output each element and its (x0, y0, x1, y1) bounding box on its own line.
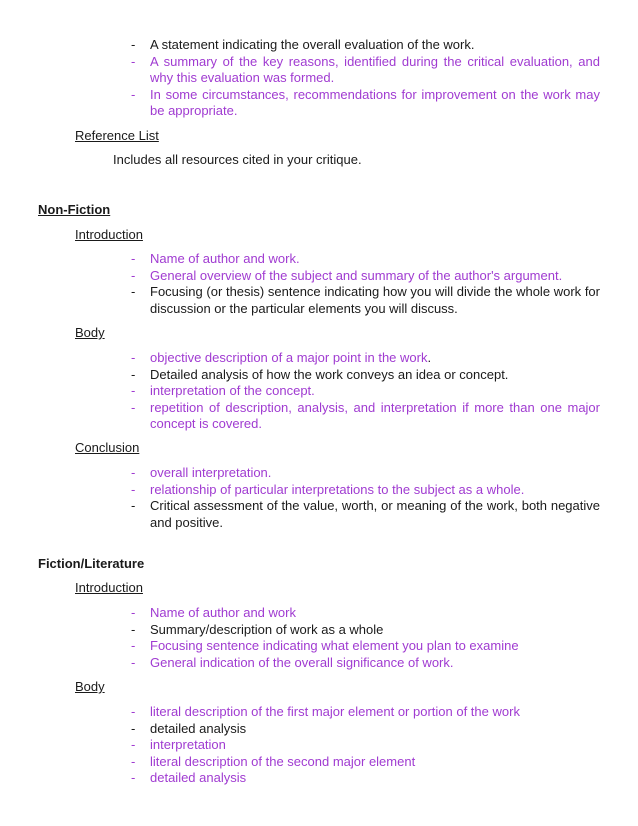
nonfiction-introduction-list (0, 251, 600, 317)
list-item-text: objective description of a major point in the work (150, 350, 428, 365)
bullet-dash: - (131, 605, 136, 620)
bullet-dash: - (131, 770, 136, 785)
list-item-text: Focusing sentence indicating what element you plan to examine (150, 638, 519, 653)
nonfiction-conclusion-list (0, 465, 600, 531)
list-item-text: General overview of the subject and summary of the author's argument. (150, 267, 563, 283)
list-item (0, 367, 600, 384)
bullet-dash: - (131, 720, 136, 736)
list-item-text: Summary/description of work as a whole (150, 621, 384, 637)
bullet-dash: - (131, 383, 136, 398)
list-item-text: interpretation of the concept. (150, 383, 315, 398)
list-item (0, 37, 600, 54)
list-item (0, 54, 600, 87)
list-item (0, 251, 600, 268)
list-item (0, 655, 600, 672)
list-item (0, 498, 600, 531)
top-bullet-list (0, 37, 600, 120)
fiction-body-list (0, 704, 600, 787)
bullet-dash: - (131, 284, 136, 299)
list-item (0, 770, 600, 787)
list-item-text: repetition of description, analysis, and interpretation if more than one major concept is covered. (150, 399, 600, 431)
bullet-dash: - (131, 481, 136, 497)
list-item (0, 87, 600, 120)
bullet-dash: - (131, 498, 136, 513)
bullet-dash: - (131, 654, 136, 670)
nonfiction-body-heading: Body (75, 325, 105, 340)
list-item (0, 400, 600, 433)
list-item-text: detailed analysis (150, 770, 247, 785)
list-item-text: A statement indicating the overall evaluation of the work. (150, 37, 475, 52)
list-item (0, 704, 600, 721)
bullet-dash: - (131, 704, 136, 719)
list-item (0, 284, 600, 317)
list-item-text: Focusing (or thesis) sentence indicating how you will divide the whole work for discussion or the particular elements you will discuss. (150, 284, 600, 316)
bullet-dash: - (131, 621, 136, 637)
list-item-text: In some circumstances, recommendations for improvement on the work may be appropriate. (150, 86, 600, 118)
list-item-text: Name of author and work (150, 605, 296, 620)
list-item (0, 465, 600, 482)
list-item (0, 622, 600, 639)
list-item-text: Critical assessment of the value, worth, or meaning of the work, both negative and positive. (150, 498, 600, 530)
list-item-text: literal description of the second major element (150, 753, 416, 769)
list-item (0, 350, 600, 367)
bullet-dash: - (131, 737, 136, 752)
bullet-dash: - (131, 350, 136, 365)
list-item-text: A summary of the key reasons, identified during the critical evaluation, and why this evaluation was formed. (150, 53, 600, 85)
fiction-introduction-heading: Introduction (75, 580, 143, 595)
bullet-dash: - (131, 251, 136, 266)
list-item (0, 383, 600, 400)
list-item (0, 721, 600, 738)
list-item (0, 268, 600, 285)
list-item-text: overall interpretation. (150, 465, 272, 480)
list-item-text: Name of author and work. (150, 251, 300, 266)
fiction-introduction-list (0, 605, 600, 671)
list-item-text: Detailed analysis of how the work conveys an idea or concept. (150, 366, 509, 382)
list-item (0, 638, 600, 655)
list-item (0, 605, 600, 622)
reference-list-text: Includes all resources cited in your critique. (113, 152, 362, 167)
bullet-dash: - (131, 86, 136, 102)
list-item (0, 482, 600, 499)
list-item-text: interpretation (150, 737, 226, 752)
nonfiction-body-list (0, 350, 600, 433)
bullet-dash: - (131, 638, 136, 653)
bullet-dash: - (131, 267, 136, 283)
list-item-text: General indication of the overall significance of work. (150, 654, 454, 670)
fiction-body-heading: Body (75, 679, 105, 694)
list-item-suffix: . (427, 350, 432, 365)
list-item-text: literal description of the first major element or portion of the work (150, 704, 520, 719)
fiction-heading: Fiction/Literature (38, 556, 145, 571)
list-item (0, 737, 600, 754)
bullet-dash: - (131, 53, 136, 69)
reference-list-heading: Reference List (75, 128, 159, 143)
bullet-dash: - (131, 37, 136, 52)
list-item-text: relationship of particular interpretations to the subject as a whole. (150, 481, 525, 497)
nonfiction-heading: Non-Fiction (38, 202, 111, 217)
nonfiction-introduction-heading: Introduction (75, 227, 143, 242)
bullet-dash: - (131, 399, 136, 415)
nonfiction-conclusion-heading: Conclusion (75, 440, 140, 455)
bullet-dash: - (131, 753, 136, 769)
list-item-text: detailed analysis (150, 720, 247, 736)
list-item (0, 754, 600, 771)
bullet-dash: - (131, 465, 136, 480)
bullet-dash: - (131, 366, 136, 382)
